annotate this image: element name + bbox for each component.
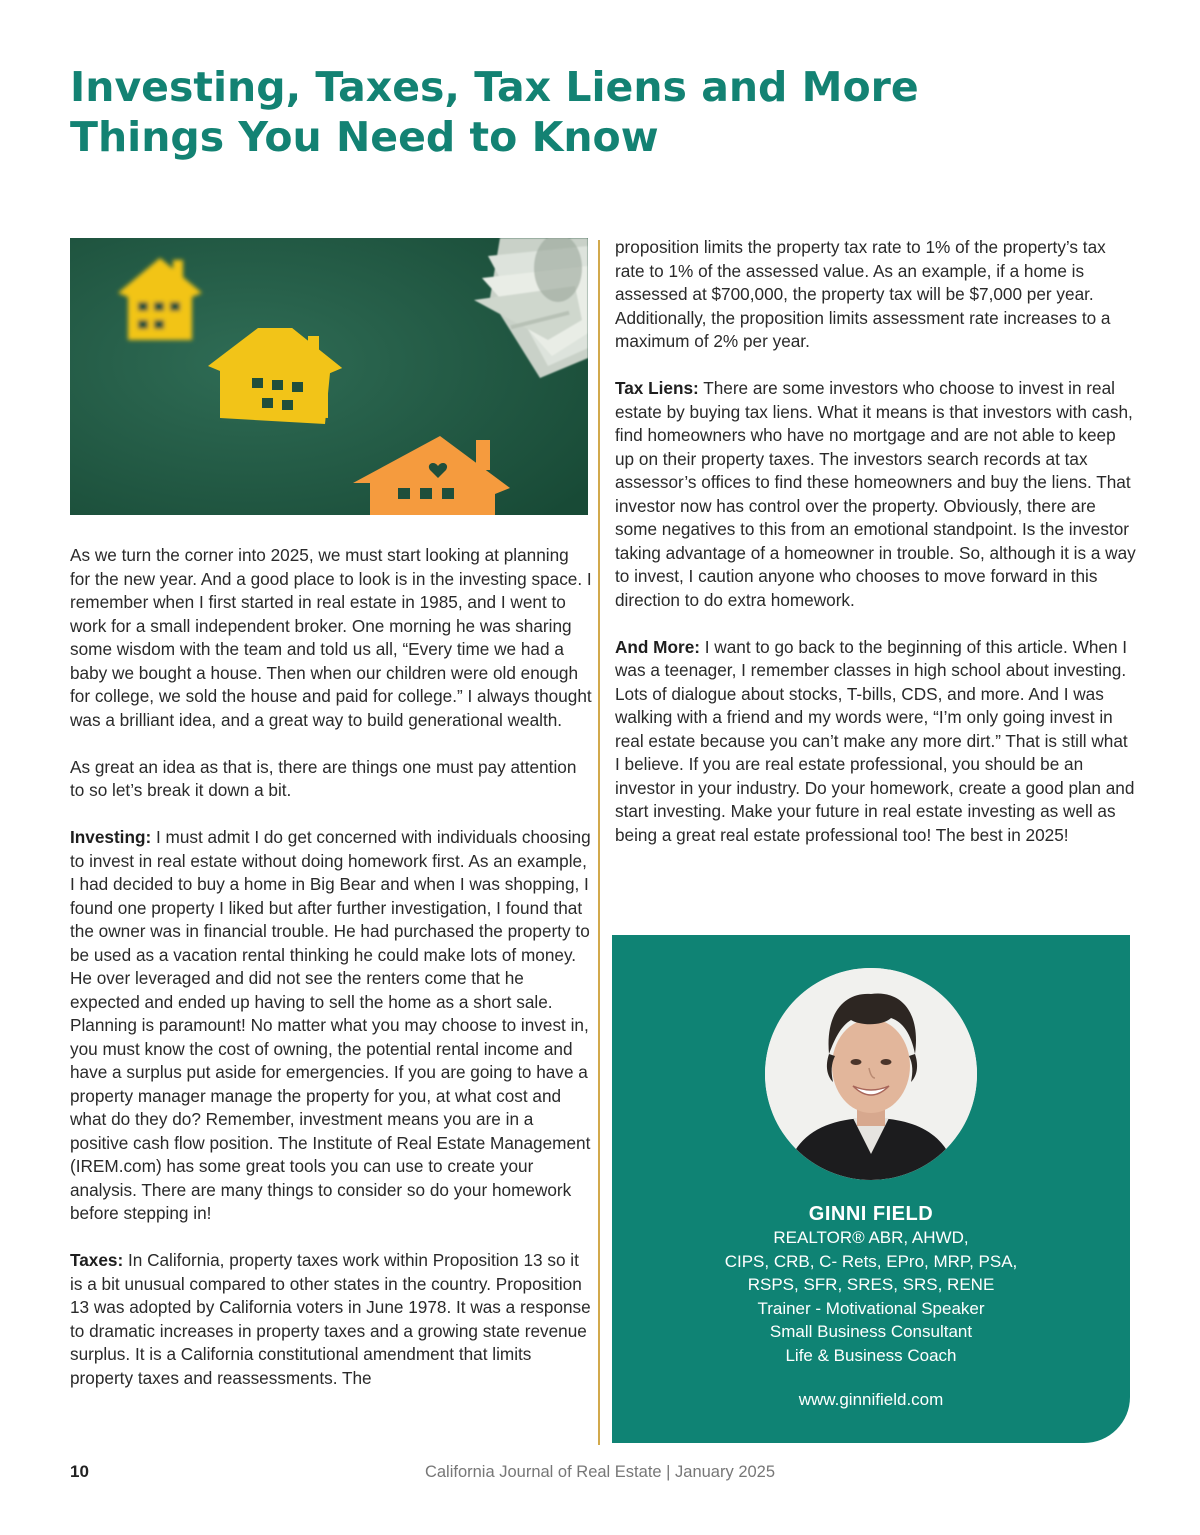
publication-footer: California Journal of Real Estate | January 2025	[424, 1463, 776, 1481]
credential-line: REALTOR® ABR, AHWD,	[773, 1228, 969, 1247]
credential-line: RSPS, SFR, SRES, SRS, RENE	[747, 1275, 995, 1294]
investing-heading: Investing:	[70, 827, 152, 847]
author-website-link[interactable]: www.ginnifield.com	[798, 1390, 944, 1409]
author-headshot-photo	[765, 968, 977, 1180]
tax-liens-paragraph	[615, 377, 1137, 612]
taxes-paragraph	[70, 1249, 592, 1390]
article-column-left	[70, 544, 592, 1390]
article-column-right	[615, 236, 1137, 847]
article-title: Investing, Taxes, Tax Liens and More Things You Need to Know	[70, 63, 919, 161]
intro-paragraph: As we turn the corner into 2025, we must start looking at planning for the new year. And a good place to look is in the investing space. I remember when I first started in real estate in 1985, and I went to work for a small independent broker. One morning he was sharing some wisdom with the team and told us all, “Every time we had a baby we bought a house. Then when our children were old enough for college, we sold the house and paid for college.” I always thought was a brilliant idea, and a great way to build generational wealth.	[70, 545, 592, 730]
author-name: GINNI FIELD	[808, 1203, 934, 1225]
transition-paragraph: As great an idea as that is, there are things one must pay attention to so let’s break it down a bit.	[70, 756, 577, 800]
and-more-paragraph	[615, 636, 1137, 848]
author-bio-box	[612, 935, 1130, 1443]
and-more-heading: And More:	[615, 636, 700, 657]
credential-line: Life & Business Coach	[785, 1345, 957, 1365]
tax-liens-heading: Tax Liens:	[615, 378, 699, 398]
credential-line: Trainer - Motivational Speaker	[757, 1298, 985, 1318]
houses-and-money-photo	[70, 238, 588, 515]
page-number: 10	[70, 1462, 89, 1481]
investing-paragraph	[70, 826, 592, 1226]
taxes-continued-paragraph: proposition limits the property tax rate to 1% of the property’s tax rate to 1% of the assessed value. As an example, if a home is assessed at $700,000, the property tax will be $7,000 per year. Additionally, the proposition limits assessment rate increases to a maximum of 2% per year.	[615, 237, 1111, 351]
taxes-heading: Taxes:	[70, 1250, 124, 1270]
and-more-body: I want to go back to the beginning of this article. When I was a teenager, I remember classes in high school about investing. Lots of dialogue about stocks, T-bills, CDS, and more. And I was walking with a friend and my words were, “I’m only going invest in real estate because you can’t make any more dirt.” That is still what I believe. If you are real estate professional, you should be an investor in your industry. Do your homework, create a good plan and start investing. Make your future in real estate investing as well as being a great real estate professional too! The best in 2025!	[615, 636, 1135, 845]
investing-body: I must admit I do get concerned with individuals choosing to invest in real estate without doing homework first. As an example, I had decided to buy a home in Big Bear and when I was shopping, I found one property I liked but after further investigation, I found that the owner was in financial trouble. He had purchased the property to be used as a vacation rental thinking he could make lots of money. He over leveraged and did not see the renters come that he expected and ended up having to sell the home as a short sale. Planning is paramount! No matter what you may choose to invest in, you must know the cost of owning, the potential rental income and have a surplus put aside for emergencies. If you are going to have a property manager manage the property for you, at what cost and what do they do? Remember, investment means you are in a positive cash flow position. The Institute of Real Estate Management (IREM.com) has some great tools you can use to create your analysis. There are many things to consider so do your homework before stepping in!	[70, 827, 591, 1223]
author-credentials	[612, 1226, 1130, 1367]
column-divider	[598, 240, 600, 1445]
credential-line: CIPS, CRB, C- Rets, EPro, MRP, PSA,	[724, 1251, 1018, 1271]
tax-liens-body: There are some investors who choose to invest in real estate by buying tax liens. What it means is that investors with cash, find homeowners who have no mortgage and are not able to keep up on their property taxes. The investors search records at tax assessor’s offices to find these homeowners and buy the liens. That investor now has control over the property. Obviously, there are some negatives to this from an emotional standpoint. Is the investor taking advantage of a homeowner in trouble. So, although it is a way to invest, I caution anyone who chooses to move forward in this direction to do extra homework.	[615, 378, 1136, 610]
credential-line: Small Business Consultant	[769, 1322, 973, 1341]
taxes-body: In California, property taxes work within Proposition 13 so it is a bit unusual compared to other states in the country. Proposition 13 was adopted by California voters in June 1978. It was a response to dramatic increases in property taxes and a growing state revenue surplus. It is a California constitutional amendment that limits property taxes and reassessments. The	[70, 1250, 591, 1388]
